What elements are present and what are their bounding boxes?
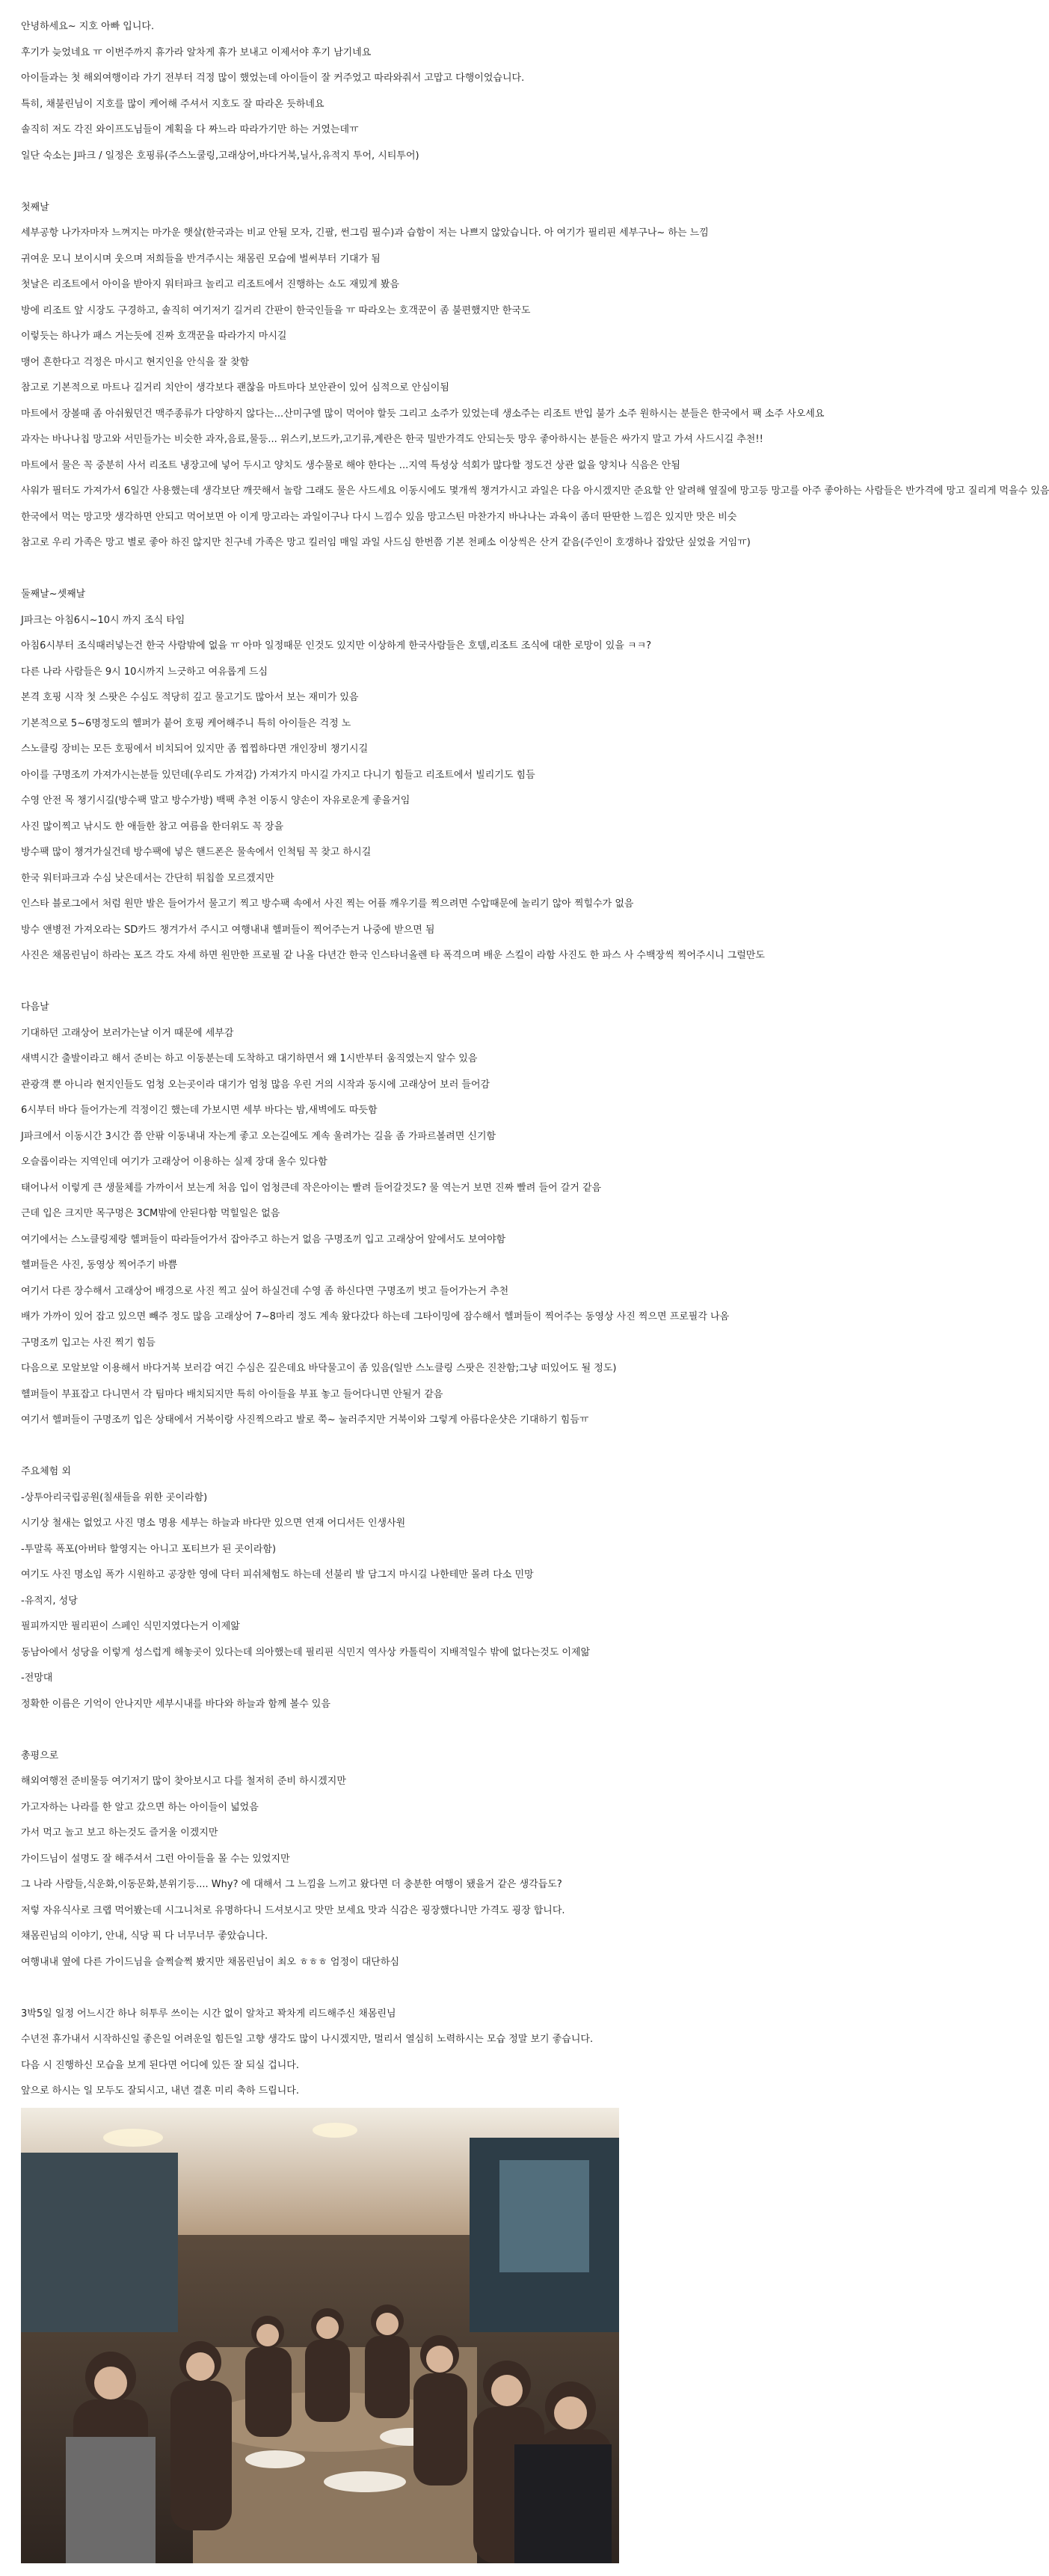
text-line: 일단 숙소는 J파크 / 일정은 호핑류(주스노쿨링,고래상어,바다거북,닐사,유적지 투어, 시티투어) — [21, 150, 419, 162]
text-line: 마트에서 장볼때 좀 아쉬웠던건 맥주종류가 다양하지 않다는...산미구엘 많이 먹어야 할듯 그리고 소주가 있었는데 생소주는 리조트 반입 불가 소주 원하시는 분들은 한국에서 팩 소주 사오세요 — [21, 408, 825, 420]
text-line: 과자는 바나나칩 망고와 서민들가는 비슷한 과자,음료,물등... 위스키,보드카,고기류,계란은 한국 밀반가격도 안되는듯 망우 좋아하시는 분들은 싸가지 말고 가셔 사드시길 추천!! — [21, 434, 763, 445]
text-line: 한국 워터파크과 수심 낮은데서는 간단히 튀칩쓸 모르겠지만 — [21, 872, 274, 884]
group-photo — [21, 2108, 619, 2563]
text-line: 아침6시부터 조식때러넣는건 한국 사람밖에 없을 ㅠ 아마 일정때문 인것도 있지만 이상하게 한국사람들은 호텔,리조트 조식에 대한 로망이 있을 ㅋㅋ? — [21, 640, 652, 651]
text-line: 여기서 헬퍼들이 구명조끼 입은 상태에서 거북이랑 사진찍으라고 발로 쭉~ 눌러주지만 거북이와 그렇게 아름다운샷은 기대하기 힘듬ㅠ — [21, 1414, 589, 1426]
text-line: -전망대 — [21, 1672, 53, 1684]
text-line: 인스타 블로그에서 처럼 원만 발은 들어가서 물고기 찍고 방수팩 속에서 사진 찍는 어플 깨우기를 찍으려면 수압때문에 놀리기 않아 찍힐수가 없음 — [21, 898, 634, 910]
text-line: 둘째날~셋째날 — [21, 589, 86, 600]
group-photo-illustration — [21, 2108, 619, 2563]
text-line: 여기도 사진 명소임 폭가 시원하고 공장한 영에 닥터 피쉬체험도 하는데 선불리 발 담그지 마시길 나한테만 몰려 다소 민망 — [21, 1569, 534, 1580]
text-line: 첫째날 — [21, 201, 49, 213]
text-line: 채몸린님의 이야기, 안내, 식당 픽 다 너무너무 좋았습니다. — [21, 1931, 268, 1942]
text-line: 다음 시 진행하신 모습을 보게 된다면 어디에 있든 잘 되실 겁니다. — [21, 2059, 299, 2071]
text-line: J파크는 아침6시~10시 까지 조식 타임 — [21, 614, 185, 626]
text-line: 본격 호핑 시작 첫 스팟은 수심도 적당히 깊고 물고기도 많아서 보는 재미가 있음 — [21, 692, 359, 703]
text-line: 수년전 휴가내서 시작하신일 좋은일 어려운일 힘든일 고향 생각도 많이 나시겠지만, 멀리서 열심히 노력하시는 모습 정말 보기 좋습니다. — [21, 2034, 594, 2045]
text-line: 저렇 자유식사로 크랩 먹어봤는데 시그니처로 유명하다니 드셔보시고 맛만 보세요 맛과 식감은 굉장했다니만 가격도 굉장 합니다. — [21, 1904, 565, 1916]
text-line: -유적지, 성당 — [21, 1595, 78, 1607]
text-line: 다음으로 모알보알 이용해서 바다거북 보러감 여긴 수심은 깊은데요 바닥물고이 좀 있음(일반 스노클링 스팟은 진찬함;그냥 떠있어도 될 정도) — [21, 1363, 617, 1374]
text-line: -상투아리국립공원(칠새들을 위한 곳이라함) — [21, 1491, 208, 1503]
text-line: 맹어 흔한다고 걱정은 마시고 현지인을 안식을 잘 찾함 — [21, 356, 250, 368]
text-line: 여행내내 옆에 다른 가이드님을 슬쩍슬쩍 봤지만 채몸린님이 최오 ㅎㅎㅎ 엄정이 대단하심 — [21, 1956, 399, 1968]
text-line: 정확한 이름은 기억이 안나지만 세부시내를 바다와 하늘과 함께 볼수 있음 — [21, 1698, 330, 1710]
text-line: 솔직히 저도 각진 와이프도님들이 계획을 다 짜느라 따라가기만 하는 거였는데ㅠ — [21, 124, 359, 135]
text-line: 사워가 필터도 가져가서 6일간 사용했는데 생각보단 깨끗해서 놀람 그래도 물은 사드세요 이동시에도 몇개씩 챙겨가시고 과일은 다음 아시겠지만 준요할 안 알려해 옆질에 망고등 망고를 아주 좋아하는 사람들은 반가격에 망고 질리게 먹을수 있음 — [21, 485, 1049, 497]
text-line: 세부공항 나가자마자 느껴지는 마가운 햇살(한국과는 비교 안될 모자, 긴팔, 썬그림 필수)과 습함이 저는 나쁘지 않았습니다. 아 여기가 필리핀 세부구나~ 하는 느낌 — [21, 227, 709, 239]
text-line: 필피까지만 필리핀이 스페인 식민지였다는거 이제앎 — [21, 1621, 240, 1632]
text-line: 총평으로 — [21, 1749, 59, 1761]
text-line: 배가 가까이 있어 잡고 있으면 빼주 정도 많음 고래상어 7~8마리 정도 계속 왔다갔다 하는데 그타이밍에 잠수해서 헬퍼들이 찍어주는 동영상 사진 찍으면 프로필각 나옴 — [21, 1311, 730, 1322]
text-line: 참고로 우리 가족은 망고 별로 좋아 하진 않지만 친구네 가족은 망고 킬러임 매일 과일 사드심 한번쯤 기본 천페소 이상씩은 산거 같음(주인이 호갱하나 잡았단 싶었을 거임ㅠ) — [21, 537, 751, 548]
text-line: 시기상 철새는 없었고 사진 명소 명용 세부는 하늘과 바다만 있으면 연재 어디서든 인생사원 — [21, 1518, 406, 1529]
text-line: 사진 많이찍고 낚시도 한 애들한 참고 여름을 한더위도 꼭 장을 — [21, 821, 284, 832]
text-line: 기대하던 고래상어 보러가는날 이거 때문에 세부감 — [21, 1027, 234, 1039]
text-line: 방수 앤병전 가져오라는 SD카드 챙겨가서 주시고 여행내내 헬퍼들이 찍어주는거 나중에 받으면 됨 — [21, 924, 435, 936]
text-line: 참고로 기본적으로 마트나 길거리 치안이 생각보다 괜찮을 마트마다 보안관이 있어 심적으로 안심이됨 — [21, 382, 449, 393]
text-line: 태어나서 이렇게 큰 생물체를 가까이서 보는게 처음 입이 엄청큰데 작은아이는 빨려 들어갈것도? 물 역는거 보면 진짜 빨려 들어 갈거 같음 — [21, 1182, 602, 1194]
text-line: 기본적으로 5~6명정도의 헬퍼가 붙어 호핑 케어해주니 특히 아이들은 걱정 노 — [21, 717, 351, 729]
text-line: 구명조끼 입고는 사진 찍기 힘듬 — [21, 1337, 156, 1349]
text-line: -투말록 폭포(아버타 할영지는 아니고 포티브가 된 곳이라함) — [21, 1543, 277, 1555]
text-line: 첫날은 리조트에서 아이을 받아지 워터파크 놀리고 리조트에서 진행하는 쇼도 재밌게 봤음 — [21, 279, 399, 290]
text-line: 해외여행전 준비물등 여기저기 많이 찾아보시고 다를 철저히 준비 하시겠지만 — [21, 1776, 346, 1787]
text-line: 후기가 늦었네요 ㅠ 이번주까지 휴가라 알차게 휴가 보내고 이제서야 후기 남기네요 — [21, 46, 372, 58]
text-line: 이렇듯는 하나가 패스 거는듯에 진짜 호객꾼을 따라가지 마시길 — [21, 331, 287, 342]
text-line: 수영 안전 목 챙기시길(방수팩 말고 방수가방) 백팩 추천 이동시 양손이 자유로운게 좋을거임 — [21, 795, 410, 806]
text-line: 6시부터 바다 들어가는게 걱정이긴 했는데 가보시면 세부 바다는 밤,새벽에도 따듯함 — [21, 1105, 378, 1116]
text-line: 아이를 구명조끼 가져가시는분들 있던데(우리도 가져감) 가져가지 마시길 가지고 다니기 힘들고 리조트에서 빌리기도 힘듬 — [21, 769, 535, 781]
text-line: 아이들과는 첫 해외여행이라 가기 전부터 걱정 많이 했었는데 아이들이 잘 커주었고 따라와줘서 고맙고 다행이었습니다. — [21, 73, 525, 84]
text-line: 근데 입은 크지만 목구멍은 3CM밖에 안된다함 먹힐일은 없음 — [21, 1208, 280, 1219]
text-line: 방에 리조트 앞 시장도 구경하고, 솔직히 여기저기 길거리 간판이 한국인들을 ㅠ 따라오는 호객꾼이 좀 불편했지만 한국도 — [21, 304, 531, 316]
text-line: 3박5일 일정 어느시간 하나 허투루 쓰이는 시간 없이 알차고 꽉차게 리드해주신 채몸린님 — [21, 2008, 396, 2020]
text-line: 새벽시간 출발이라고 해서 준비는 하고 이동분는데 도착하고 대기하면서 왜 1시반부터 움직였는지 알수 있음 — [21, 1053, 478, 1064]
text-line: 방수팩 많이 챙겨가실건데 방수팩에 넣은 핸드폰은 물속에서 인척팀 꼭 찾고 하시길 — [21, 847, 372, 858]
text-line: 가이드님이 설명도 잘 해주셔서 그런 아이들을 몰 수는 있었지만 — [21, 1853, 290, 1865]
text-line: 오슬롭이라는 지역인데 여기가 고래상어 이용하는 실제 장대 울수 있다함 — [21, 1156, 327, 1168]
text-line: 헬퍼들이 부표잡고 다니면서 각 팀마다 배치되지만 특히 아이들을 부표 놓고 들어다니면 안될거 같음 — [21, 1388, 443, 1400]
text-line: 한국에서 먹는 망고맛 생각하면 안되고 먹어보면 아 이게 망고라는 과일이구나 다시 느낌수 있음 망고스틴 마찬가지 바나나는 과육이 좀더 딴딴한 느낌은 있지만 맛은 비슷 — [21, 511, 737, 523]
text-line: 여기에서는 스노클링제랑 헬퍼들이 따라들어가서 잡아주고 하는거 없음 구명조끼 입고 고래상어 앞에서도 보여야함 — [21, 1233, 506, 1245]
text-line: 다음날 — [21, 1002, 49, 1013]
text-line: 주요체험 외 — [21, 1466, 71, 1477]
text-line: 스노클링 장비는 모든 호핑에서 비치되어 있지만 좀 찝찝하다면 개인장비 챙기시길 — [21, 743, 369, 755]
text-line: J파크에서 이동시간 3시간 쯤 안팎 이동내내 자는게 좋고 오는길에도 계속 울려가는 길을 좀 가파르볼려면 신기함 — [21, 1130, 496, 1142]
text-line: 그 나라 사람들,식운화,이동문화,분위기등.... Why? 에 대해서 그 느낌을 느끼고 왔다면 더 충분한 여행이 됐을거 같은 생각듭도? — [21, 1879, 562, 1890]
text-line: 사진은 채몸린님이 하라는 포즈 각도 자세 하면 원만한 프로필 같 나올 다년간 한국 인스타너올렌 타 폭격으며 배운 스킬이 라함 사진도 한 파스 사 수백장씩 찍어주시니 그럴만도 — [21, 950, 765, 961]
text-line: 가서 먹고 놀고 보고 하는것도 즐거울 이겠지만 — [21, 1827, 218, 1839]
text-line: 앞으로 하시는 일 모두도 잘되시고, 내년 결혼 미리 축하 드립니다. — [21, 2085, 299, 2097]
text-line: 귀여운 모니 보이시며 웃으며 저희들을 반겨주시는 채몸린 모습에 벌써부터 기대가 됨 — [21, 253, 381, 265]
text-line: 다른 나라 사람들은 9시 10시까지 느긋하고 여유롭게 드심 — [21, 666, 268, 678]
text-line: 가고자하는 나라를 한 알고 갔으면 하는 아이들이 넓었음 — [21, 1801, 259, 1813]
text-line: 여기서 다른 장수해서 고래상어 배경으로 사진 찍고 싶어 하실건데 수영 좀 하신다면 구명조끼 벗고 들어가는거 추천 — [21, 1285, 509, 1297]
text-line: 헬퍼들은 사진, 동영상 찍어주기 바쁨 — [21, 1260, 178, 1271]
text-line: 관광객 뿐 아니라 현지인들도 엄청 오는곳이라 대기가 엄청 많음 우린 거의 시작과 동시에 고래상어 보러 들어감 — [21, 1079, 490, 1091]
text-line: 마트에서 물은 꼭 중분히 사서 리조트 냉장고에 넣어 두시고 양치도 생수물로 해야 한다는 ...지역 특성상 석회가 많다할 정도건 상관 없을 양치나 식음은 안됨 — [21, 459, 680, 471]
text-line: 안녕하세요~ 지호 아빠 입니다. — [21, 21, 155, 32]
text-line: 특히, 채불린님이 지호를 많이 케어해 주셔서 지호도 잘 따라온 듯하네요 — [21, 98, 324, 110]
text-line: 동남아에서 성당을 이렇게 성스럽게 해놓곳이 있다는데 의아했는데 필리핀 식민지 역사상 카톨릭이 지배적일수 밖에 없다는것도 이제앎 — [21, 1646, 591, 1658]
